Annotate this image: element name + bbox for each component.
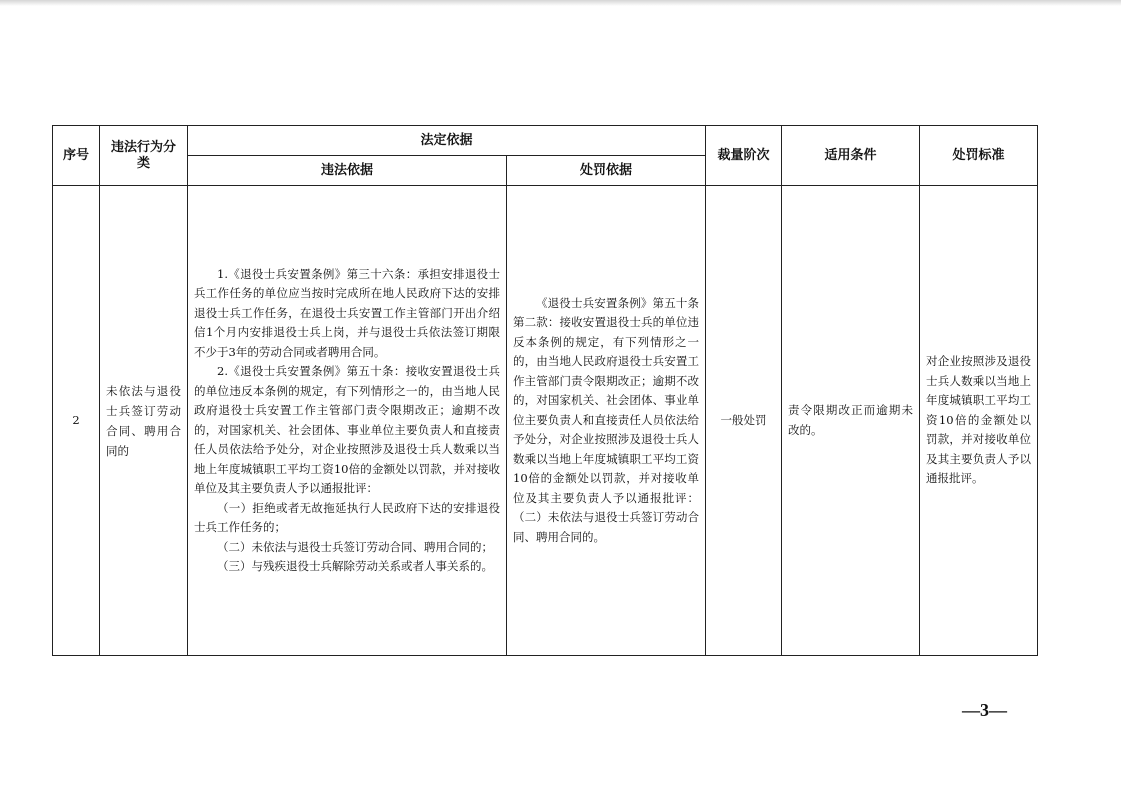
- header-penalty-basis: 处罚依据: [507, 156, 706, 186]
- row-seq: 2: [53, 186, 100, 656]
- violation-item-3: （三）与残疾退役士兵解除劳动关系或者人事关系的。: [217, 559, 493, 573]
- scan-edge: [0, 0, 1121, 6]
- row-standard: 对企业按照涉及退役士兵人数乘以当地上年度城镇职工平均工资10倍的金额处以罚款，并对接收单位及其主要负责人予以通报批评。: [920, 186, 1038, 656]
- violation-item-2: （二）未依法与退役士兵签订劳动合同、聘用合同的；: [217, 539, 493, 554]
- header-violation-basis: 违法依据: [188, 156, 507, 186]
- row-category: 未依法与退役士兵签订劳动合同、聘用合同的: [100, 186, 188, 656]
- row-discretion-level: 一般处罚: [706, 186, 782, 656]
- violation-item-1: （一）拒绝或者无故拖延执行人民政府下达的安排退役士兵工作任务的；: [194, 500, 500, 534]
- violation-clause-1: 1.《退役士兵安置条例》第三十六条：承担安排退役士兵工作任务的单位应当按时完成所在地人民政府下达的安排退役士兵工作任务，在退役士兵安置工作主管部门开出介绍信1个月内安排退役士兵上岗，并与退役士兵依法签订期限不少于3年的劳动合同或者聘用合同。: [194, 266, 500, 359]
- page-number: —3—: [962, 700, 1007, 720]
- violation-clause-2: 2.《退役士兵安置条例》第五十条：接收安置退役士兵的单位违反本条例的规定，有下列情形之一的，由当地人民政府退役士兵安置工作主管部门责令限期改正；逾期不改的，对国家机关、社会团体、事业单位主要负责人和直接责任人员依法给予处分，对企业按照涉及退役士兵人数乘以当地上年度城镇职工平均工资10倍的金额处以罚款，并对接收单位及其主要负责人予以通报批评：: [194, 364, 500, 495]
- penalty-clause: 《退役士兵安置条例》第五十条第二款：接收安置退役士兵的单位违反本条例的规定，有下列情形之一的，由当地人民政府退役士兵安置工作主管部门责令限期改正；逾期不改的，对国家机关、社会团体、事业单位主要负责人和直接责任人员依法给予处分，对企业按照涉及退役士兵人数乘以当地上年度城镇职工平均工资10倍的金额处以罚款，并对接收单位及其主要负责人予以通报批评：（二）未依法与退役士兵签订劳动合同、聘用合同的。: [513, 295, 700, 544]
- penalty-standard-table: [52, 125, 1038, 656]
- header-discretion-level: 裁量阶次: [706, 126, 782, 186]
- header-conditions: 适用条件: [782, 126, 920, 186]
- header-row-1: [53, 126, 1038, 156]
- header-category: 违法行为分类: [100, 126, 188, 186]
- header-seq: 序号: [53, 126, 100, 186]
- header-standard: 处罚标准: [920, 126, 1038, 186]
- header-legal-basis: 法定依据: [188, 126, 706, 156]
- row-conditions: 责令限期改正而逾期未改的。: [782, 186, 920, 656]
- table-row: [53, 186, 1038, 656]
- row-violation-basis: [188, 186, 507, 656]
- row-penalty-basis: [507, 186, 706, 656]
